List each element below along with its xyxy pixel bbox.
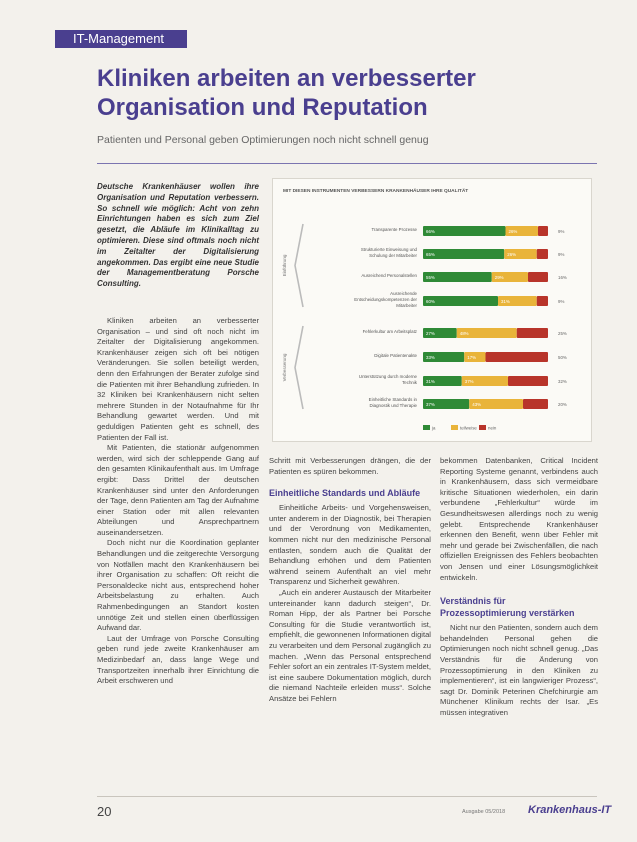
group-bracket [295, 224, 303, 307]
magazine-logo: Krankenhaus-IT [528, 804, 612, 816]
legend-swatch [423, 425, 430, 430]
paragraph: Nicht nur den Patienten, sondern auch dem behandelnden Personal gehen die Optimierungen noch nicht schnell genug. „Das Verständnis für die Änderung von Prozessoptimierung in den Kliniken zu implementieren“, ist ein langwieriger Prozess“, sagt Dr. Dominik Peterinen Chefchirurgie am Münchener Klinikum rechts der Isar. „Es müssen integrativen [440, 623, 598, 717]
body-column-1 [97, 316, 259, 687]
bar-end-label: 9% [558, 229, 565, 234]
bar-value-label: 65% [426, 252, 435, 257]
page-number: 20 [97, 804, 112, 819]
chart-title: MIT DIESEN INSTRUMENTEN VERBESSERN KRANKENHÄUSER IHRE QUALITÄT [283, 189, 469, 194]
bar-value-label: 27% [426, 331, 435, 336]
bar-value-label: 37% [464, 379, 474, 384]
chart-box [272, 178, 592, 442]
row-label: Einheitliche Standards in [368, 397, 417, 402]
bar-value-label: 60% [426, 299, 435, 304]
section-banner [55, 30, 187, 48]
row-label: Diagnostik und Therapie [369, 403, 417, 408]
row-label: Unterstützung durch moderne [358, 374, 417, 379]
bar-end-label: 9% [558, 299, 565, 304]
bar-value-label: 43% [472, 402, 482, 407]
bar-end-label: 50% [558, 355, 567, 360]
bar-value-label: 29% [494, 275, 504, 280]
row-label: Ausreichende [390, 291, 417, 296]
paragraph: Laut der Umfrage von Porsche Consulting geben rund jede zweite Krankenhäuser am Medizinbedarf an, dass lange Wege und Transportzeiten innerhalb ihrer Einrichtung die Arbeit erschweren und [97, 633, 259, 686]
bar-end-label: 16% [558, 275, 567, 280]
row-label: Transparente Prozesse [371, 227, 417, 232]
heading-line-1: Verständnis für [440, 596, 506, 607]
bar-value-label: 66% [426, 229, 435, 234]
bar-segment [423, 249, 504, 259]
legend-label: ja [432, 425, 436, 431]
issue-label: Ausgabe 05/2018 [462, 809, 506, 815]
subtitle: Patienten und Personal geben Optimierungen noch nicht schnell genug [97, 134, 429, 146]
legend-swatch [451, 425, 458, 430]
row-label: Schulung der Mitarbeiter [369, 253, 417, 258]
bar-end-label: 25% [558, 331, 567, 336]
row-label: Mitarbeiter [396, 303, 417, 308]
group-bracket [295, 326, 303, 409]
bar-end-label: 9% [558, 252, 565, 257]
bar-segment [508, 376, 548, 386]
section-heading [440, 595, 598, 619]
bar-end-label: 20% [558, 402, 567, 407]
bar-segment [517, 328, 548, 338]
row-label: Digitale Patientenakte [374, 353, 417, 358]
heading-line-2: Prozessoptimierung verstärken [440, 608, 575, 619]
row-label: Ausreichend Personalstellen [361, 273, 417, 278]
body-column-3 [440, 456, 598, 718]
bar-segment [537, 249, 548, 259]
bar-segment [523, 399, 548, 409]
bar-segment [486, 352, 549, 362]
bar-chart [273, 179, 591, 441]
bar-value-label: 48% [459, 331, 469, 336]
row-label: Technik [402, 380, 417, 385]
row-label: Strukturierte Einweisung und [360, 247, 417, 252]
paragraph: bekommen Datenbanken, Critical Incident Reporting Systeme genannt, verbindens auch in Krankenhäusern, dass sich vermeidbare kritische Situationen wiederholen, ein darin verbundene „Fehlerkultur“ würde im Gesundheitswesen allerdings noch zu wenig gelebt. Entsprechende Krankenhäuser erkennen den Benefit, wenn über Fehler mit mehr und gerade bei Zwischenfällen, die nach offiziellen Ereignissen des Fehlers beobachten von Jensen und einer Lösungsmöglichkeit entwickeln. [440, 456, 598, 582]
bar-segment [528, 272, 548, 282]
bar-value-label: 17% [467, 355, 477, 360]
title-rule [97, 163, 597, 164]
legend-swatch [479, 425, 486, 430]
bar-value-label: 55% [426, 275, 435, 280]
legend-label: nein [488, 425, 497, 431]
bar-segment [537, 296, 548, 306]
group-label: Einführung [282, 254, 287, 277]
title-line-1: Kliniken arbeiten an verbesserter [97, 65, 476, 92]
bar-value-label: 26% [507, 252, 517, 257]
bar-segment [423, 226, 506, 236]
group-label: Verbesserung [282, 353, 287, 382]
legend-label: teilweise [460, 425, 477, 431]
bar-end-label: 32% [558, 379, 567, 384]
bar-value-label: 26% [508, 229, 518, 234]
paragraph: Kliniken arbeiten an verbesserter Organisation – und sind oft noch nicht im Zeitalter der Digitalisierung angekommen. Krankenhäuser zeigen sich oft bei nötigen Veränderungen. Sie sollen beteiligt werden, denn den Erfahrungen der Berater zufolge sind die Patienten mit ihrer Behandlung zufrieden. In 32 Kliniken bei Krankenhäusern nicht selten mehrere Stunden in der Notaufnahme für Ihr Behandlung gewartet werden. Und mit geduldigen Patienten geht es schnell, des Patienten der Fall ist. [97, 316, 259, 442]
bar-value-label: 31% [426, 379, 435, 384]
paragraph: Doch nicht nur die Koordination geplanter Behandlungen und die zeitgerechte Versorgung von Notfällen macht den Krankenhäusern bei ihrer Organisation zu schaffen: Oft reicht die Personaldecke nicht aus, entsprechend hoher Arbeitsbelastung zu erhalten. Auch Rahmenbedingungen an Standort kosten unnötige Zeit und stellen einen überflüssigen Aufwand dar. [97, 538, 259, 633]
section-label: IT-Management [73, 31, 165, 46]
body-column-2 [269, 456, 431, 704]
lead-paragraph: Deutsche Krankenhäuser wollen ihre Organisation und Reputation verbessern. So schnell wie möglich: Acht von zehn Einrichtungen haben es sich zum Ziel gesetzt, die Abläufe im Klinikalltag zu optimieren. Diese sind oftmals noch nicht im Zeitalter der Digitalisierung angekommen. Das ergibt eine neue Studie der Managementberatung Porsche Consulting. [97, 182, 259, 289]
title-line-2: Organisation und Reputation [97, 94, 428, 121]
row-label: Fehlerkultur am Arbeitsplatz [362, 329, 417, 334]
bar-value-label: 37% [426, 402, 435, 407]
paragraph: Mit Patienten, die stationär aufgenommen werden, wird sich der schleppende Gang auf den gesamten Klinikaufenthalt aus. Im Umfrage ergibt: Dass Drittel der deutschen Krankenhäuser sind unter den Anforderungen der Tage, denn Patienten am Tag der Aufnahme einer Station oder mit allen relevanten Abteilungen und Ansprechpartnern auseinandersetzen. [97, 443, 259, 537]
page-title [97, 64, 597, 122]
paragraph: Einheitliche Arbeits- und Vorgehensweisen, unter anderem in der Diagnostik, bei Therapien und der Verordnung von Medikamenten, kommen nicht nur den medizinische Personal entlasten, sondern auch die Qualität der Behandlung erhöhen und dem Patienten während seinem Aufenthalt an viel mehr Transparenz und Sicherheit gewähren. [269, 503, 431, 587]
paragraph: „Auch ein anderer Austausch der Mitarbeiter untereinander kann dadurch steigen“, Dr. Roman Hipp, der als Partner bei Porsche Consulting für die Studie verantwortlich ist, empfiehlt, die gewonnenen Informationen digital zu verarbeiten und dem Personal zugänglich zu machen. „Wenn das Personal entsprechend Fehler sofort an ein zentrales IT-System meldet, ist eine saubere Dokumentation möglich, durch die niemand Nachteile erleiden muss“. Solche Ansätze bei Fehlern [269, 587, 431, 703]
bar-segment [538, 226, 548, 236]
footer-rule [97, 796, 597, 797]
row-label: Entscheidungskompetenzen der [354, 297, 417, 302]
bar-value-label: 31% [501, 299, 510, 304]
section-heading: Einheitliche Standards und Abläufe [269, 488, 421, 499]
bar-value-label: 33% [426, 355, 435, 360]
paragraph: Schritt mit Verbesserungen drängen, die der Patienten es spüren bekommen. [269, 456, 431, 476]
